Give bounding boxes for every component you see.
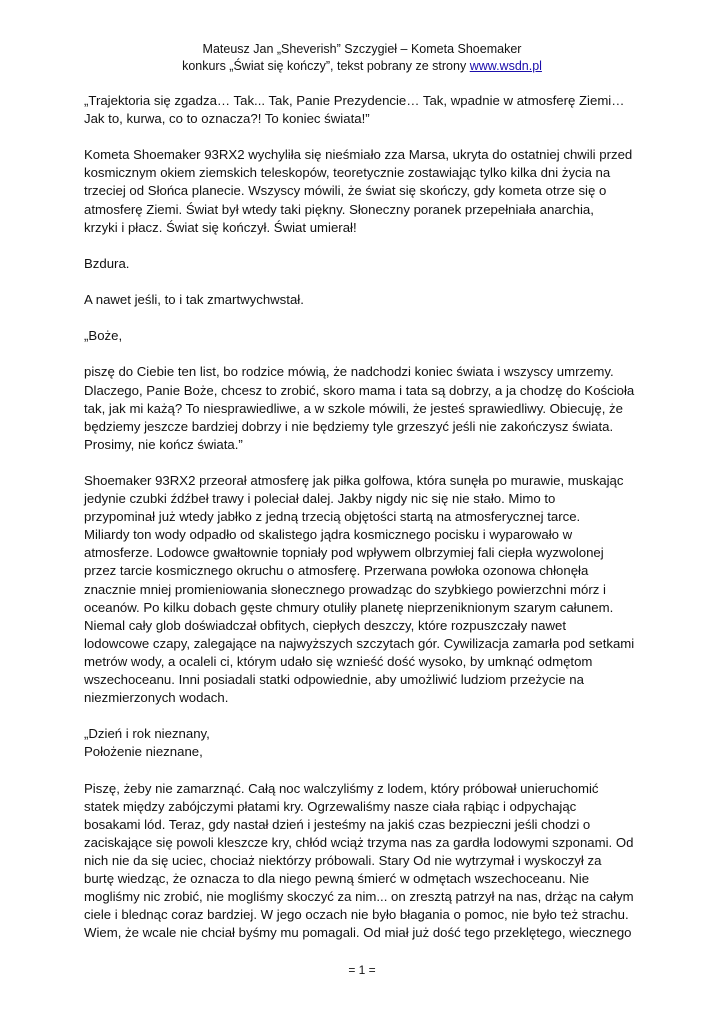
paragraph	[84, 725, 644, 761]
text-line: ciele i blednąc coraz bardziej. W jego oczach nie było błagania o pomoc, nie było też strachu.	[84, 907, 629, 923]
paragraph	[84, 327, 644, 345]
text-line: Niemal cały glob doświadczał obfitych, ciepłych deszczy, które rozpuszczały nawet	[84, 617, 567, 633]
header-source-text: konkurs „Świat się kończy”, tekst pobrany ze strony	[182, 59, 470, 73]
text-line: „Boże,	[84, 328, 123, 344]
paragraph	[84, 92, 644, 128]
text-line: A nawet jeśli, to i tak zmartwychwstał.	[84, 292, 304, 308]
text-line: Bzdura.	[84, 255, 130, 271]
text-line: „Trajektoria się zgadza… Tak... Tak, Panie Prezydencie… Tak, wpadnie w atmosferę Ziemi…	[84, 93, 625, 108]
paragraph	[84, 146, 644, 236]
text-line: Kometa Shoemaker 93RX2 wychyliła się nieśmiało zza Marsa, ukryta do ostatniej chwili przed	[84, 147, 633, 163]
text-line: niezmierzonych wodach.	[84, 690, 229, 706]
paragraph	[84, 255, 644, 273]
text-line: mogliśmy nic zrobić, nie mogliśmy skoczyć za nim... on zresztą patrzył na nas, drżąc na całym	[84, 889, 634, 905]
source-link[interactable]: www.wsdn.pl	[469, 59, 542, 73]
text-line: bosakami lód. Teraz, gdy nastał dzień i jesteśmy na jakiś czas bezpieczni jeśli chodzi o	[84, 816, 591, 832]
text-line: nich nie da się uciec, chociaż niektórzy próbowali. Stary Od nie wytrzymał i wyskoczył za	[84, 852, 602, 868]
header-source-line	[0, 58, 724, 75]
text-line: statek między zabójczymi płatami kry. Ogrzewaliśmy nasze ciała rąbiąc i odpychając	[84, 798, 577, 814]
text-line: Shoemaker 93RX2 przeorał atmosferę jak piłka golfowa, która sunęła po murawie, muskając	[84, 472, 624, 488]
text-line: krzyki i płacz. Świat się kończył. Świat umierał!	[84, 219, 357, 235]
paragraph	[84, 363, 644, 453]
text-line: trzeciej od Słońca planecie. Wszyscy mówili, że świat się skończy, gdy kometa otrze się o	[84, 183, 607, 199]
text-line: piszę do Ciebie ten list, bo rodzice mówią, że nadchodzi koniec świata i wszyscy umrzemy.	[84, 364, 614, 380]
text-line: tak, jak mi każą? To niesprawiedliwe, a w szkole mówili, że jesteś sprawiedliwy. Obiecuję, że	[84, 400, 623, 416]
text-line: zaciskające się powoli kleszcze kry, chłód wciąż trzyma nas za gardła lodowymi szponami. Od	[84, 834, 634, 850]
paragraph	[84, 472, 644, 707]
text-line: metrów wody, a ocaleli ci, którym udało się wznieść dość wysoko, by umknąć odmętom	[84, 653, 593, 669]
text-line: znacznie mniej promieniowania słonecznego prowadząc do szybkiego powierzchni mórz i	[84, 581, 606, 597]
page-number: = 1 =	[348, 963, 376, 977]
text-line: Prosimy, nie kończ świata.”	[84, 436, 243, 452]
document-body	[84, 92, 644, 961]
page-header	[0, 41, 724, 75]
text-line: burtę wiedząc, że oznacza to dla niego pewną śmierć w odmętach wszechoceanu. Nie	[84, 871, 590, 887]
text-line: będziemy jeszcze bardziej dobrzy i nie będziemy tyle grzeszyć jeśli nie zakończysz świata.	[84, 418, 614, 434]
text-line: Jak to, kurwa, co to oznacza?! To koniec świata!”	[84, 111, 370, 127]
text-line: Dlaczego, Panie Boże, chcesz to zrobić, skoro mama i tata są dobrzy, a ja chodzę do Kościoła	[84, 382, 635, 398]
text-line: oceanów. Po kilku dobach gęste chmury otuliły planetę nieprzeniknionym szarym całunem.	[84, 599, 614, 615]
text-line: Wiem, że wcale nie chciał byśmy mu pomagali. Od miał już dość tego przeklętego, wiecznego	[84, 925, 632, 941]
text-line: Położenie nieznane,	[84, 744, 203, 760]
text-line: atmosferę Ziemi. Świat był wtedy taki piękny. Słoneczny poranek przepełniała anarchia,	[84, 201, 594, 217]
text-line: jedynie czubki źdźbeł trawy i poleciał dalej. Jakby nigdy nic się nie stało. Mimo to	[84, 491, 556, 507]
text-line: wszechoceanu. Inni posiadali statki odpowiednie, aby umożliwić ludziom przeżycie na	[84, 672, 584, 687]
text-line: lodowcowe czapy, zalegające na najwyższych szczytach gór. Cywilizacja zamarła pod setkami	[84, 635, 635, 651]
text-line: Miliardy ton wody odpadło od skalistego jądra kosmicznego pocisku i wyparowało w	[84, 527, 573, 543]
text-line: atmosferze. Lodowce gwałtownie topniały pod wpływem olbrzymiej fali ciepła wyzwolonej	[84, 545, 604, 561]
paragraph	[84, 780, 644, 943]
text-line: „Dzień i rok nieznany,	[84, 726, 210, 742]
text-line: kosmicznym okiem ziemskich teleskopów, teoretycznie zostawiając tylko kilka dni życia na	[84, 165, 611, 181]
text-line: przez tarcie kosmicznego okruchu o atmosferę. Przerwana powłoka ozonowa chłonęła	[84, 563, 589, 579]
paragraph	[84, 291, 644, 309]
text-line: przypominał już wtedy jabłko z jedną trzecią objętości startą na atmosferycznej tarce.	[84, 509, 581, 525]
header-author-title: Mateusz Jan „Sheverish” Szczygieł – Kometa Shoemaker	[202, 42, 522, 56]
text-line: Piszę, żeby nie zamarznąć. Całą noc walczyliśmy z lodem, który próbował unieruchomić	[84, 780, 599, 796]
